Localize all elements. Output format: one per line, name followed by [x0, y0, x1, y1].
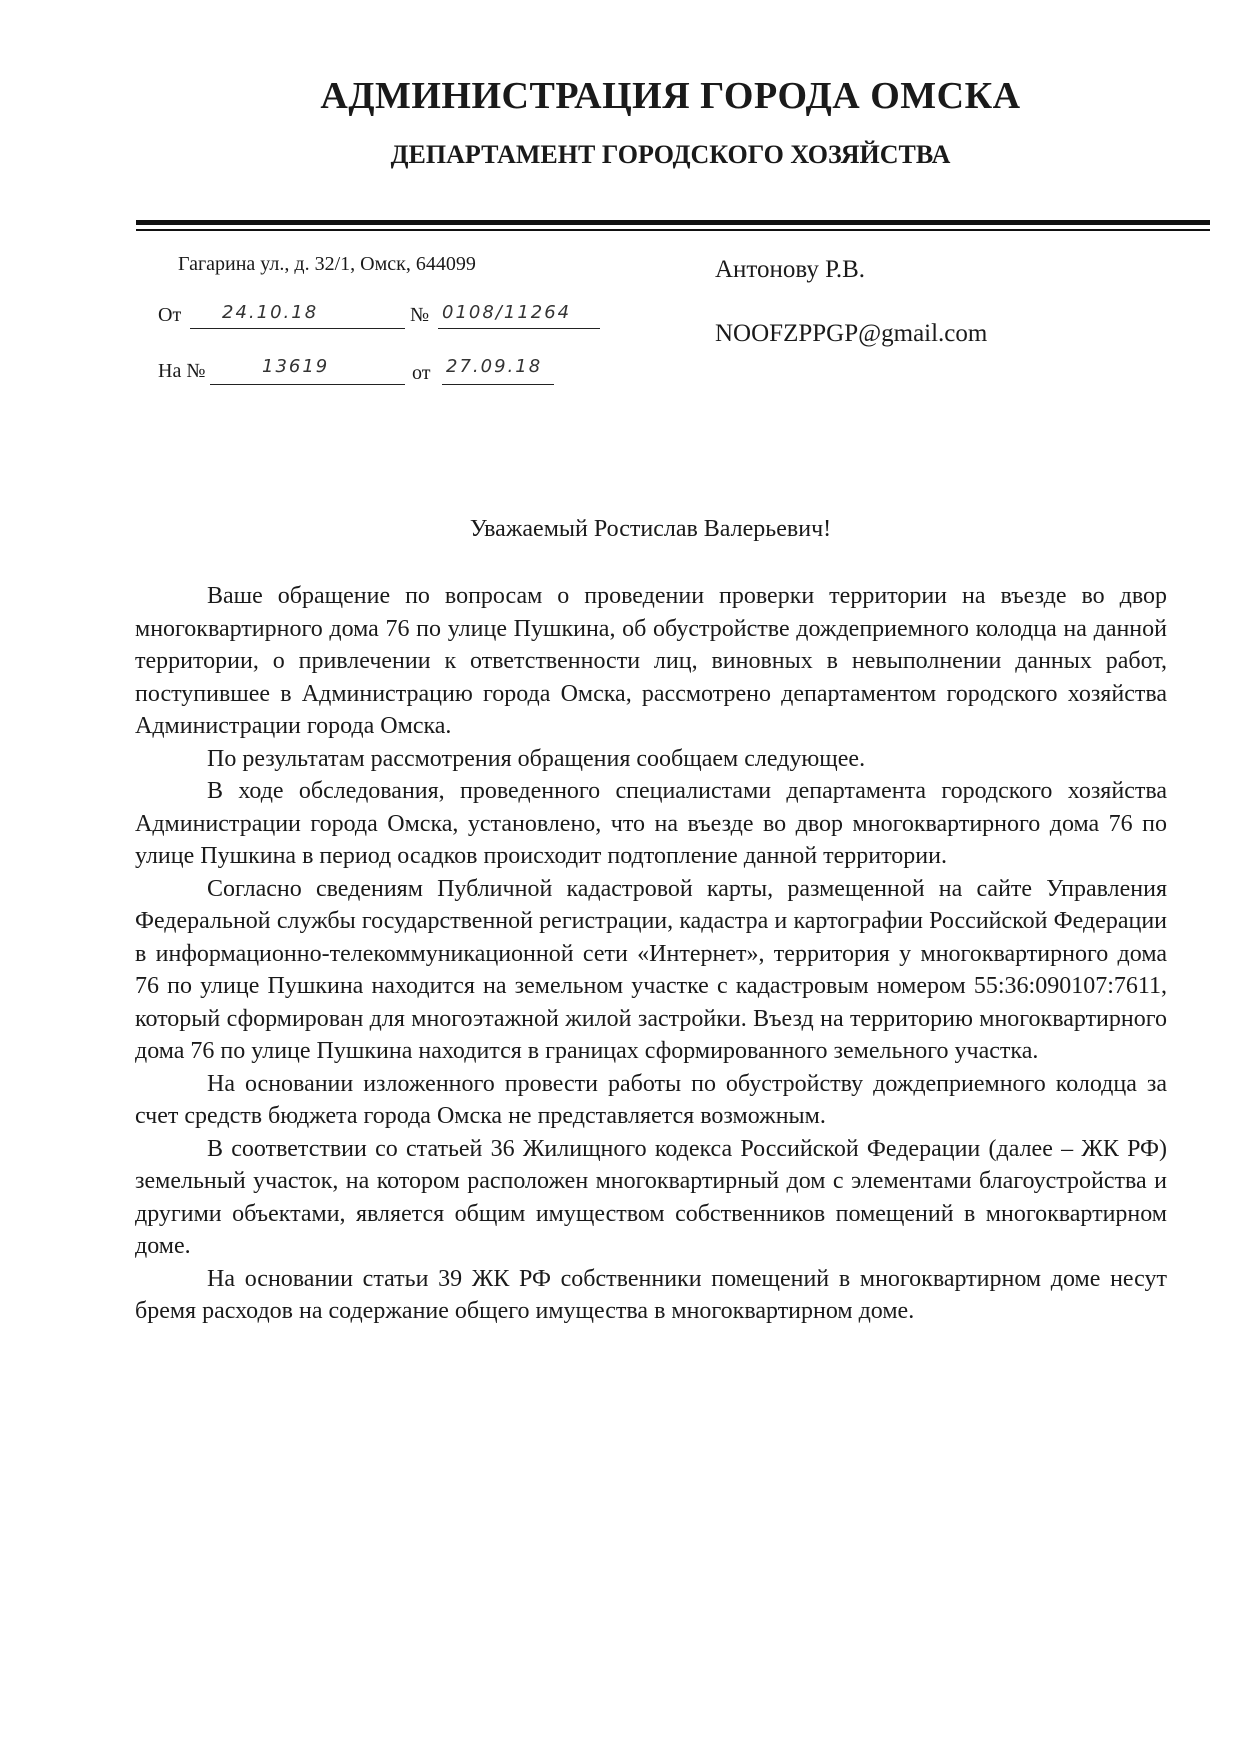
reply-number-handwritten: 13619: [262, 356, 330, 377]
paragraph: На основании изложенного провести работы по обустройству дождеприемного колодца за счет средств бюджета города Омска не представляется возможным.: [135, 1070, 1167, 1129]
paragraph: Ваше обращение по вопросам о проведении проверки территории на въезде во двор многоквартирного дома 76 по улице Пушкина, об обустройстве дождеприемного колодца на данной территории, о привлечении к ответственности лиц, виновных в невыполнении данных работ, поступившее в Администрацию города Омска, рассмотрено департаментом городского хозяйства Администрации города Омска.: [135, 583, 1167, 739]
organization-title: АДМИНИСТРАЦИЯ ГОРОДА ОМСКА: [320, 75, 1021, 117]
reply-from-label: от: [412, 362, 431, 384]
paragraph: По результатам рассмотрения обращения сообщаем следующее.: [207, 745, 866, 772]
from-date-handwritten: 24.10.18: [222, 302, 319, 323]
paragraph: На основании статьи 39 ЖК РФ собственники помещений в многоквартирном доме несут бремя расходов на содержание общего имущества в многоквартирном доме.: [135, 1265, 1167, 1324]
salutation: Уважаемый Ростислав Валерьевич!: [469, 516, 832, 542]
letter-body: [135, 580, 1167, 1328]
header-divider-thick: [136, 220, 1210, 225]
number-label: №: [410, 304, 430, 326]
reply-number-label: На №: [158, 360, 206, 382]
reply-date-handwritten: 27.09.18: [446, 356, 543, 377]
paragraph: В соответствии со статьей 36 Жилищного кодекса Российской Федерации (далее – ЖК РФ) земельный участок, на котором расположен многоквартирный дом с элементами благоустройства и другими объектами, является общим имуществом собственников помещений в многоквартирном доме.: [135, 1135, 1167, 1259]
sender-address: Гагарина ул., д. 32/1, Омск, 644099: [178, 253, 476, 275]
department-title: ДЕПАРТАМЕНТ ГОРОДСКОГО ХОЗЯЙСТВА: [390, 140, 951, 169]
paragraph: Согласно сведениям Публичной кадастровой карты, размещенной на сайте Управления Федеральной службы государственной регистрации, кадастра и картографии Российской Федерации в информационно-телекоммуникационной сети «Интернет», территория у многоквартирного дома 76 по улице Пушкина находится на земельном участке с кадастровым номером 55:36:090107:7611, который сформирован для многоэтажной жилой застройки. Въезд на территорию многоквартирного дома 76 по улице Пушкина находится в границах сформированного земельного участка.: [135, 875, 1167, 1064]
recipient-name: Антонову Р.В.: [715, 256, 866, 283]
header-divider-thin: [136, 229, 1210, 231]
number-handwritten: 0108/11264: [442, 302, 572, 323]
recipient-email: NOOFZPPGP@gmail.com: [715, 320, 988, 347]
paragraph: В ходе обследования, проведенного специалистами департамента городского хозяйства Администрации города Омска, установлено, что на въезде во двор многоквартирного дома 76 по улице Пушкина в период осадков происходит подтопление данной территории.: [135, 778, 1167, 869]
from-label: От: [158, 304, 182, 326]
